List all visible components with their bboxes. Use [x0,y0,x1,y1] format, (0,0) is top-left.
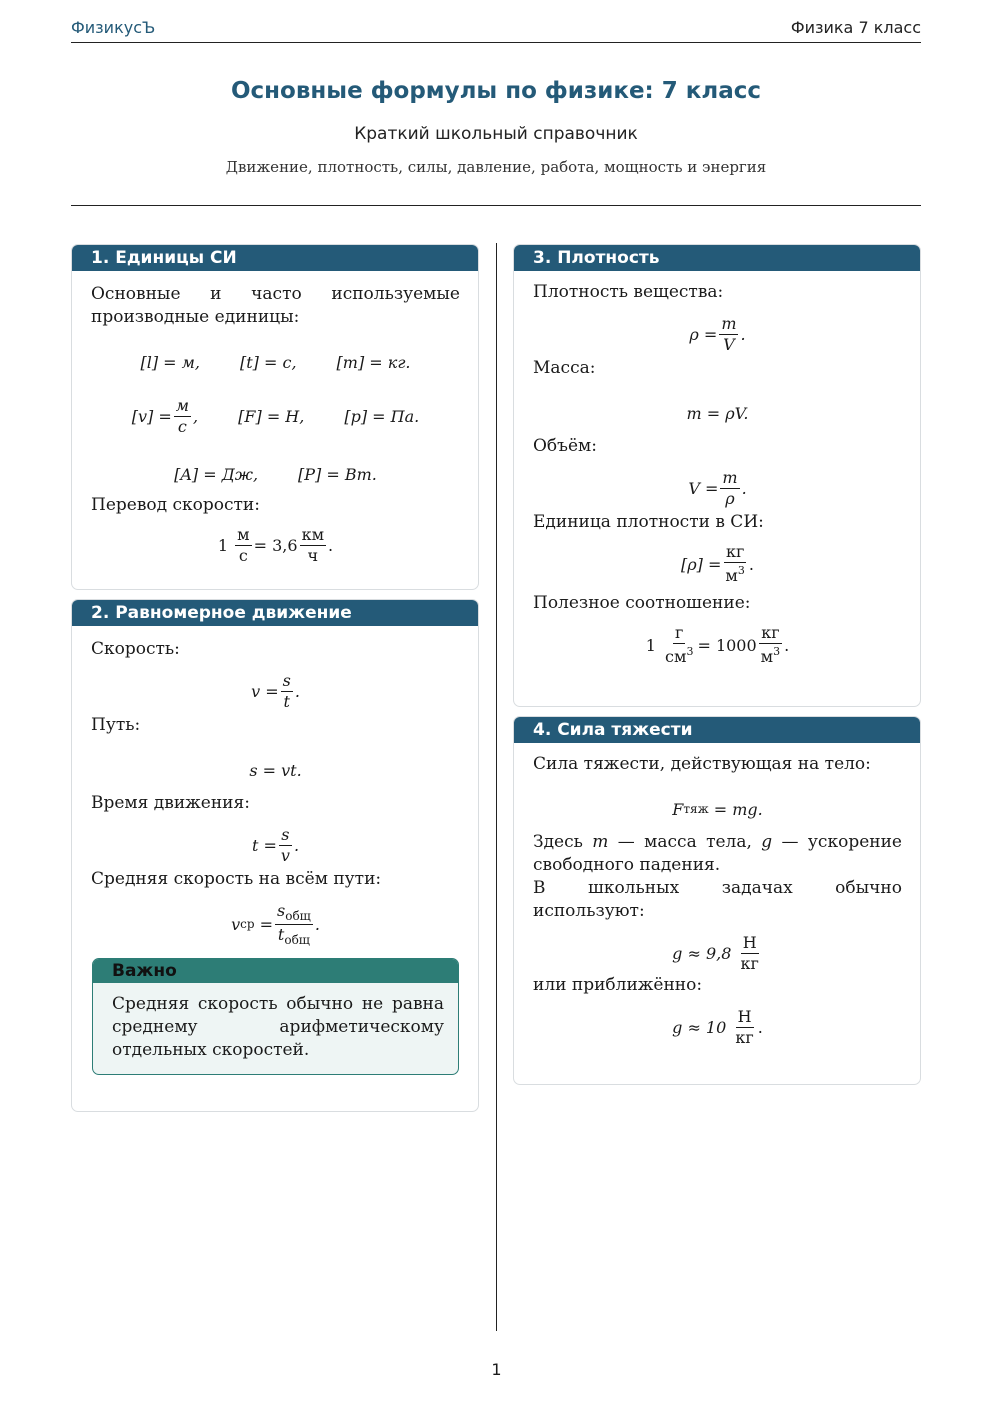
important-title: Важно [93,959,458,983]
title-divider [71,205,921,206]
volume-fraction [720,470,739,507]
avg-num-subscript: общ [285,909,311,923]
section-title: 1. Единицы СИ [72,245,478,271]
note-part: — ускорение свободного падения. [533,832,902,875]
section-gravity [513,716,921,1085]
frac-numerator: км [301,525,325,544]
frac-denominator: V [723,335,735,354]
conv-middle: = 3,6 [253,536,298,555]
ratio-fraction-1 [663,625,695,665]
speed-fraction [281,673,293,710]
running-header [71,18,921,43]
g-fraction [738,935,760,972]
den-base: м [725,566,738,585]
units-row-3 [91,463,460,486]
formula-end: . [293,836,300,855]
formula-lhs: g ≈ 10 [672,1018,727,1037]
section-density [513,244,921,707]
avg-num-symbol: s [277,901,286,920]
title-block [71,78,921,176]
speed-formula [91,673,460,710]
conv-fraction-2 [300,527,326,564]
average-speed-label: Средняя скорость на всём пути: [91,869,382,889]
section-title: 4. Сила тяжести [514,717,920,743]
den-base: м [760,647,774,666]
frac-numerator: Н [737,1007,752,1026]
density-formula [533,316,902,353]
path-label: Путь: [91,715,141,735]
ratio-formula [533,625,902,665]
ratio-label: Полезное соотношение: [533,593,751,613]
g-fraction [733,1009,755,1046]
important-text: Средняя скорость обычно не равна среднему арифметическому отдельных скоростей. [112,994,444,1060]
section-title: 2. Равномерное движение [72,600,478,626]
formula-end: . [741,479,747,498]
formula-lhs: V = [688,479,719,498]
note-part: — масса тела, [608,832,762,852]
section-title: 3. Плотность [514,245,920,271]
formula-end: . [784,635,790,655]
section-uniform-motion [71,599,479,1112]
gravity-note [533,831,902,877]
avg-den-subscript: общ [284,933,310,947]
density-unit-formula [533,544,902,584]
speed-conversion-label: Перевод скорости: [91,495,260,515]
time-fraction [279,827,292,864]
frac-denominator [276,925,312,946]
frac-denominator: с [238,546,248,565]
density-unit-fraction [723,544,746,584]
note-symbol-m: m [592,832,609,852]
header-course: Физика 7 класс [790,18,921,37]
frac-denominator: кг [740,954,759,973]
unit-force: [F] = Н, [238,407,305,426]
unit-power: [P] = Вт. [298,465,377,484]
frac-numerator: кг [725,542,745,561]
frac-denominator [663,644,695,665]
unit-mass: [m] = кг. [336,353,411,372]
frac-denominator: ρ [725,489,735,508]
density-fraction [719,316,738,353]
formula-rhs: = mg. [713,800,763,819]
approx-label: или приближённо: [533,975,703,995]
formula-end: . [740,325,746,344]
gravity-formula [533,798,902,821]
unit-time: [t] = с, [240,353,297,372]
density-label: Плотность вещества: [533,282,724,302]
topics-line: Движение, плотность, силы, давление, работа, мощность и энергия [225,158,767,176]
page-title: Основные формулы по физике: 7 класс [230,78,762,104]
formula-end: . [757,1018,763,1037]
mass-label: Масса: [533,358,596,378]
formula-lhs: [ρ] = [681,554,722,574]
volume-formula [533,470,902,507]
frac-numerator: г [675,623,684,642]
den-exponent: 3 [686,645,694,658]
ratio-fraction-2 [759,625,782,665]
frac-denominator: t [283,692,290,711]
page-subtitle: Краткий школьный справочник [354,124,638,144]
frac-denominator: v [280,846,290,865]
g-formula-approx [533,1009,902,1046]
force-symbol: F [672,800,684,819]
ratio-one: 1 [645,635,656,655]
conv-fraction-1 [235,527,251,564]
conv-end: . [328,536,334,555]
mass-formula: m = ρV. [686,404,749,423]
avg-equals: = [259,915,274,934]
avg-fraction [275,903,313,946]
frac-numerator: Н [742,933,757,952]
formula-lhs: t = [251,836,277,855]
frac-numerator [275,903,313,925]
time-label: Время движения: [91,793,250,813]
unit-pressure: [p] = Па. [344,407,420,426]
section-body [72,626,478,1087]
frac-numerator: m [722,468,738,487]
frac-denominator [723,563,746,584]
formula-lhs: v = [251,682,279,701]
header-brand: ФизикусЪ [71,18,156,37]
path-formula: s = vt. [249,761,302,780]
school-usage-text: В школьных задачах обычно используют: [533,878,902,921]
volume-label: Объём: [533,436,597,456]
frac-numerator: m [721,314,737,333]
avg-den-symbol: t [277,925,285,944]
unit-speed-comma: , [193,407,199,426]
units-row-1 [91,351,460,374]
density-unit-label: Единица плотности в СИ: [533,512,764,532]
section-body [514,743,920,1058]
section-body [72,271,478,576]
gravity-label: Сила тяжести, действующая на тело: [533,754,871,774]
speed-label: Скорость: [91,639,180,659]
unit-length: [l] = м, [140,353,200,372]
frac-denominator: с [177,417,187,436]
si-intro: Основные и часто используемые производные единицы: [91,284,460,327]
ratio-middle: = 1000 [697,635,757,655]
average-speed-formula [91,903,460,946]
section-body [514,271,920,677]
frac-denominator: ч [307,546,319,565]
units-row-2 [91,398,460,435]
avg-v: v [231,915,241,934]
frac-numerator: s [282,671,291,690]
frac-numerator: кг [761,623,780,642]
avg-v-subscript: ср [240,917,255,931]
section-si-units [71,244,479,590]
unit-speed-fraction [174,398,191,435]
important-note [92,958,459,1075]
column-divider [496,243,497,1331]
note-part: Здесь [533,832,593,852]
frac-denominator: кг [735,1028,754,1047]
g-formula-precise [533,935,902,972]
force-subscript: тяж [683,802,709,816]
frac-denominator [759,644,782,665]
frac-numerator: м [175,396,190,415]
den-exponent: 3 [737,564,745,577]
page-number: 1 [491,1360,502,1379]
den-exponent: 3 [773,645,781,658]
formula-lhs: ρ = [689,325,718,344]
note-symbol-g: g [761,832,773,852]
formula-end: . [314,915,320,934]
conv-one: 1 [217,536,229,555]
den-base: см [665,647,687,666]
frac-numerator: м [237,525,250,544]
unit-speed-lhs: [v] = [131,407,172,426]
time-formula [91,827,460,864]
formula-end: . [748,554,754,574]
frac-numerator: s [281,825,290,844]
formula-end: . [294,682,300,701]
unit-work: [A] = Дж, [174,465,259,484]
formula-lhs: g ≈ 9,8 [672,944,732,963]
speed-conversion-formula [91,527,460,564]
